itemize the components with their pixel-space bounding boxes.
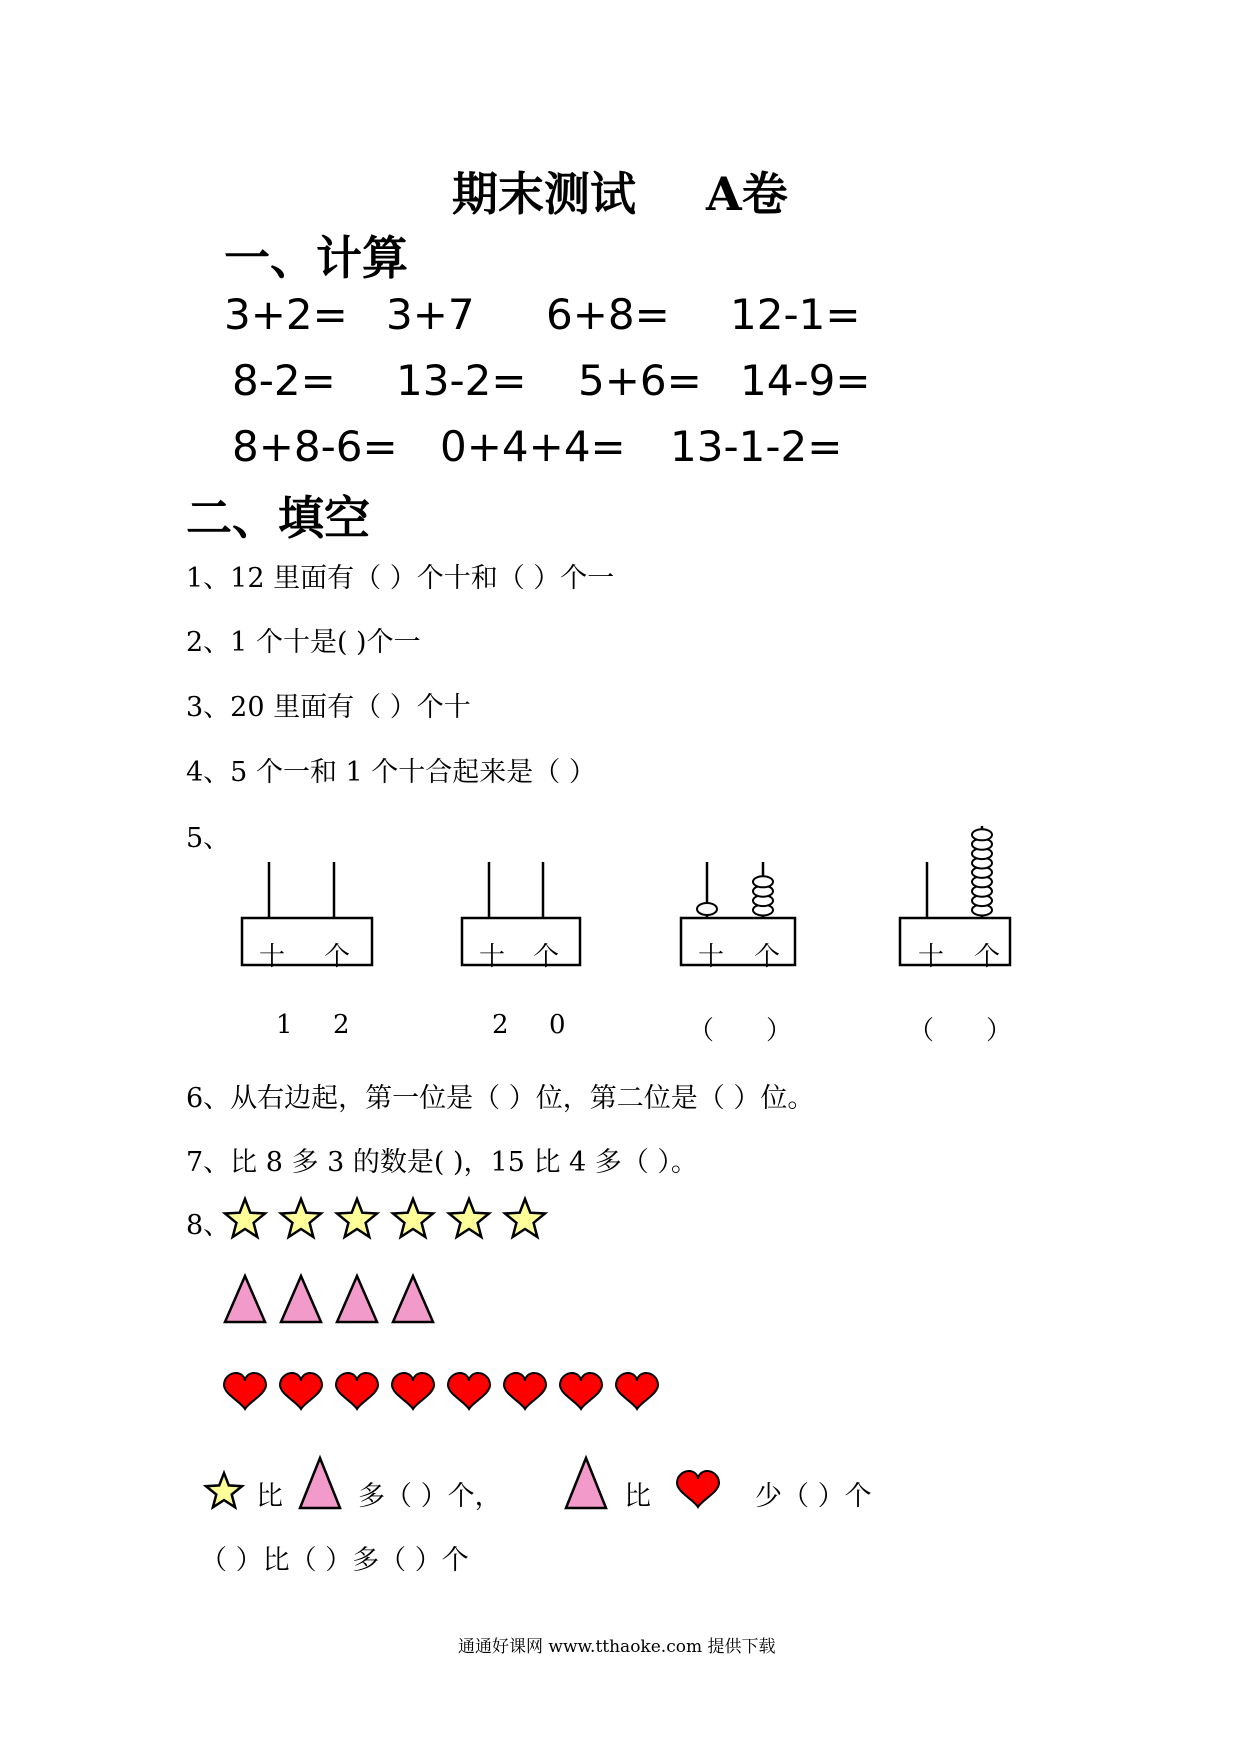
footer-credit: 通通好课网 www.tthaoke.com 提供下载 [458, 1637, 776, 1657]
abacus-3-caption-open: （ [688, 1016, 715, 1046]
equation: 0+4+4= [440, 422, 626, 471]
star-icon [281, 1199, 321, 1237]
abacus-bead [972, 829, 992, 840]
equation: 5+6= [578, 356, 702, 405]
abacus-4-caption-close: ） [986, 1016, 1013, 1046]
star-icon [449, 1199, 489, 1237]
abacus-3-caption-close: ） [766, 1016, 793, 1046]
heart-icon [616, 1373, 658, 1409]
abacus-1-tens-label: 十 [259, 942, 286, 972]
page-title: 期末测试 [452, 167, 636, 221]
q8-compare-line-2: （ ）比（ ）多（ ）个 [200, 1545, 469, 1576]
page-title-suffix: A卷 [706, 167, 788, 221]
abacus-bead [697, 903, 717, 915]
triangle-icon [337, 1276, 377, 1322]
heart-icon [280, 1373, 322, 1409]
q8-compare-text-3: 比 [624, 1481, 651, 1512]
abacus-bead [753, 876, 773, 887]
heart-icon [677, 1471, 719, 1507]
equation: 13-1-2= [670, 422, 843, 471]
heart-icon [504, 1373, 546, 1409]
abacus-1-caption-ones: 2 [333, 1010, 350, 1040]
equation: 3+2= [224, 290, 348, 339]
triangle-icon [225, 1276, 265, 1322]
question-3: 3、20 里面有（ ）个十 [186, 692, 471, 723]
star-icon [393, 1199, 433, 1237]
question-6: 6、从右边起，第一位是（ ）位，第二位是（ ）位。 [186, 1083, 815, 1114]
abacus-2-tens-label: 十 [479, 942, 506, 972]
abacus-2-caption-tens: 2 [492, 1010, 509, 1040]
abacus-3-ones-label: 个 [754, 942, 781, 972]
q8-compare-text-4: 少（ ）个 [755, 1481, 872, 1512]
triangle-icon [281, 1276, 321, 1322]
star-icon [206, 1473, 242, 1507]
section-heading-fill: 二、填空 [186, 491, 370, 545]
equation: 3+7 [386, 290, 475, 339]
triangle-icon [393, 1276, 433, 1322]
equation: 8-2= [232, 356, 336, 405]
equation: 14-9= [740, 356, 871, 405]
abacus-1-ones-label: 个 [324, 942, 351, 972]
star-icon [505, 1199, 545, 1237]
equation: 13-2= [396, 356, 527, 405]
heart-icon [448, 1373, 490, 1409]
question-1: 1、12 里面有（ ）个十和（ ）个一 [186, 563, 615, 594]
heart-icon [392, 1373, 434, 1409]
abacus-2-caption-ones: 0 [549, 1010, 566, 1040]
abacus-3-tens-label: 十 [698, 942, 725, 972]
triangle-icon [300, 1458, 340, 1508]
abacus-4-tens-label: 十 [918, 942, 945, 972]
abacus-4-ones-label: 个 [974, 942, 1001, 972]
equation: 6+8= [546, 290, 670, 339]
question-8-label: 8、 [186, 1210, 231, 1241]
heart-icon [560, 1373, 602, 1409]
abacus-2-ones-label: 个 [533, 942, 560, 972]
triangle-icon [566, 1458, 606, 1508]
question-7: 7、比 8 多 3 的数是( )，15 比 4 多（ ）。 [186, 1147, 698, 1178]
q8-compare-text-1: 比 [256, 1481, 283, 1512]
equation: 8+8-6= [232, 422, 398, 471]
question-4: 4、5 个一和 1 个十合起来是（ ） [186, 757, 596, 788]
question-5-label: 5、 [186, 823, 231, 854]
heart-icon [224, 1373, 266, 1409]
star-icon [225, 1199, 265, 1237]
heart-icon [336, 1373, 378, 1409]
section-heading-calc: 一、计算 [224, 231, 408, 285]
star-icon [337, 1199, 377, 1237]
question-2: 2、1 个十是( )个一 [186, 627, 421, 658]
abacus-4-caption-open: （ [908, 1016, 935, 1046]
equation: 12-1= [730, 290, 861, 339]
q8-compare-text-2: 多（ ）个， [358, 1481, 502, 1512]
abacus-1-caption-tens: 1 [276, 1010, 293, 1040]
